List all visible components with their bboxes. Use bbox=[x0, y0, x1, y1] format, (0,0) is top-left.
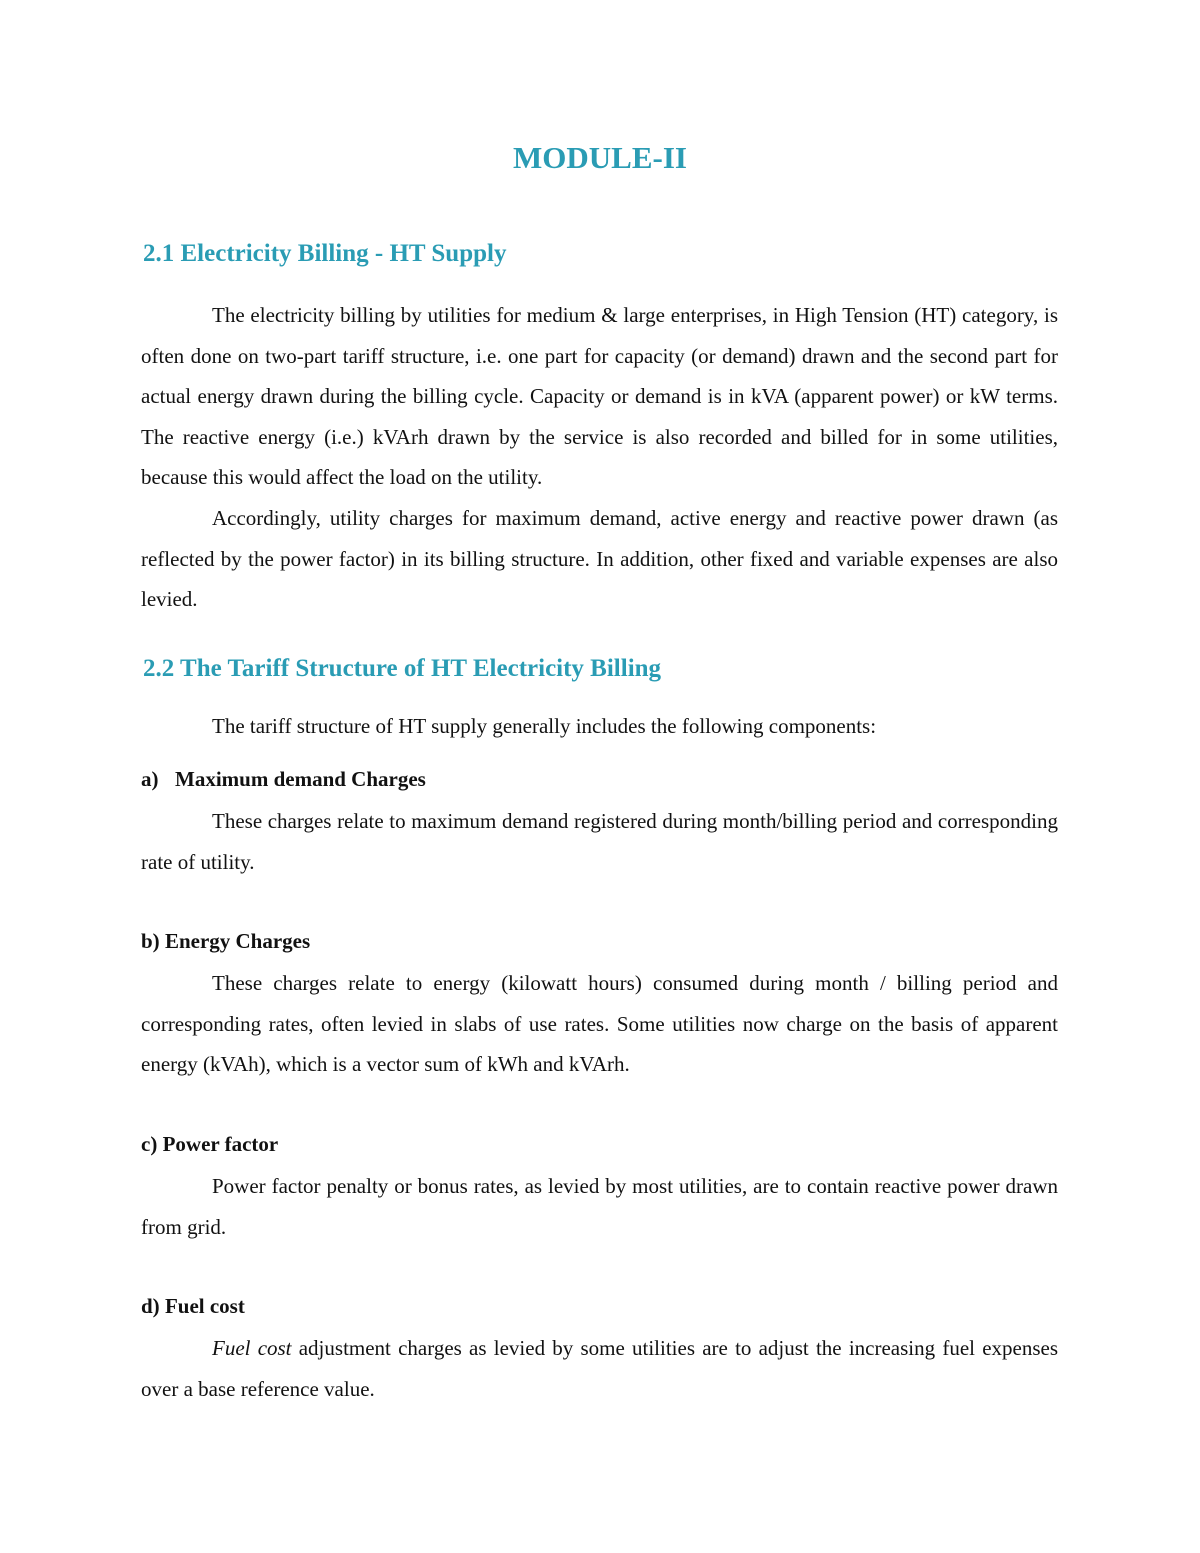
component-title: Fuel cost bbox=[164, 1294, 245, 1318]
section-2-intro: The tariff structure of HT supply generally includes the following components: bbox=[212, 714, 877, 738]
module-title: MODULE-II bbox=[513, 140, 687, 175]
component-heading-power-factor bbox=[141, 1132, 278, 1157]
component-heading-energy-charges bbox=[141, 929, 310, 954]
section-heading-2-2: 2.2 The Tariff Structure of HT Electricity Billing bbox=[143, 655, 662, 682]
fuel-cost-italic: Fuel cost bbox=[212, 1336, 292, 1360]
component-body-energy-charges: These charges relate to energy (kilowatt hours) consumed during month / billing period and corresponding rates, often levied in slabs of use rates. Some utilities now charge on the basis of apparent energy (kVAh), which is a vector sum of kWh and kVArh. bbox=[141, 971, 1058, 1077]
section-1-paragraph-1: The electricity billing by utilities for medium & large enterprises, in High Tension (HT) category, is often done on two-part tariff structure, i.e. one part for capacity (or demand) drawn and the second part for actual energy drawn during the billing cycle. Capacity or demand is in kVA (apparent power) or kW terms. The reactive energy (i.e.) kVArh drawn by the service is also recorded and billed for in some utilities, because this would affect the load on the utility. bbox=[141, 303, 1058, 490]
section-heading-2-1: 2.1 Electricity Billing - HT Supply bbox=[143, 240, 507, 267]
section-1-paragraph-2: Accordingly, utility charges for maximum demand, active energy and reactive power drawn (as reflected by the power factor) in its billing structure. In addition, other fixed and variable expenses are also levied. bbox=[141, 506, 1058, 612]
component-title: Maximum demand Charges bbox=[175, 767, 426, 791]
component-heading-fuel-cost bbox=[141, 1294, 245, 1319]
component-body-maximum-demand: These charges relate to maximum demand registered during month/billing period and corresponding rate of utility. bbox=[141, 809, 1058, 874]
component-heading-maximum-demand bbox=[141, 767, 426, 792]
component-title: Power factor bbox=[162, 1132, 279, 1156]
component-marker: c) bbox=[141, 1132, 158, 1156]
component-body-fuel-cost bbox=[141, 1328, 1058, 1409]
component-title: Energy Charges bbox=[164, 929, 311, 953]
component-marker: b) bbox=[141, 929, 160, 953]
component-marker: d) bbox=[141, 1294, 160, 1318]
component-body-power-factor: Power factor penalty or bonus rates, as levied by most utilities, are to contain reactive power drawn from grid. bbox=[141, 1174, 1058, 1239]
component-marker: a) bbox=[141, 767, 159, 791]
fuel-cost-body-rest: adjustment charges as levied by some utilities are to adjust the increasing fuel expenses over a base reference value. bbox=[141, 1336, 1059, 1401]
